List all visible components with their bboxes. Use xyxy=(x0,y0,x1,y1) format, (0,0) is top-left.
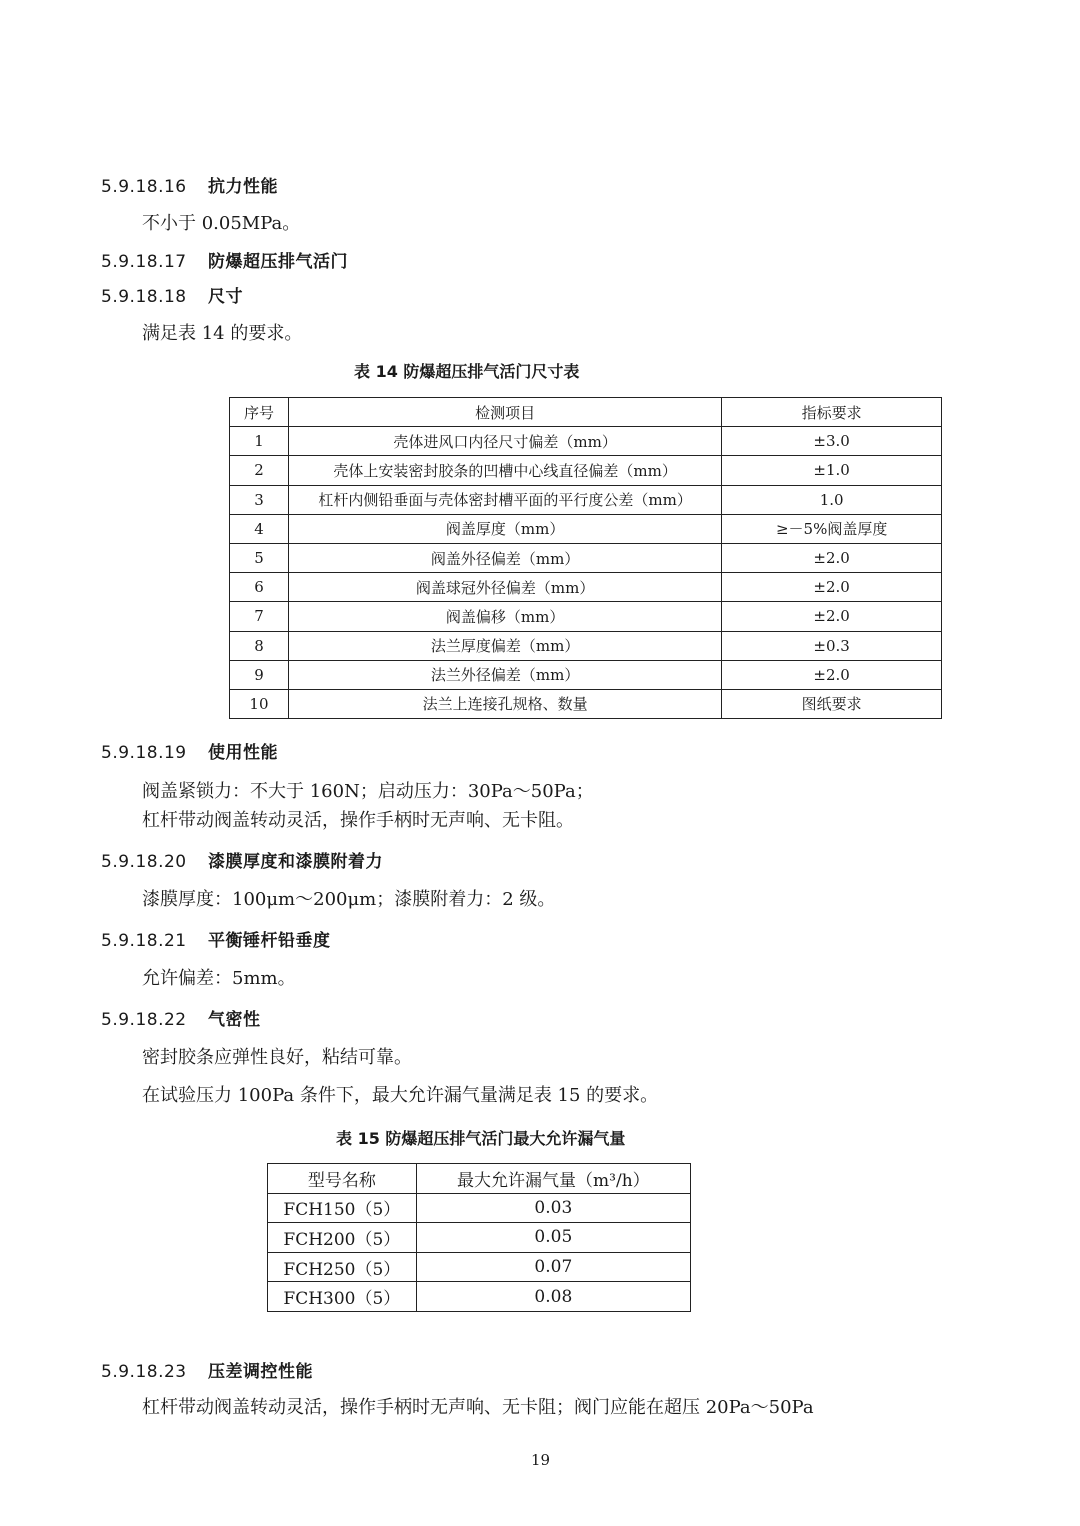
section-heading-22 xyxy=(101,1005,261,1030)
table-row xyxy=(230,689,942,718)
table-cell: 4 xyxy=(230,514,289,543)
section-title: 尺寸 xyxy=(208,287,243,307)
table-row xyxy=(268,1223,691,1253)
table-header-row xyxy=(268,1164,691,1194)
section-number: 5.9.18.19 xyxy=(101,743,187,763)
paragraph-21: 允许偏差：5mm。 xyxy=(142,968,296,989)
table-cell: FCH200（5） xyxy=(268,1223,417,1253)
table-cell: ±0.3 xyxy=(722,631,942,660)
header-cell: 最大允许漏气量（m³/h） xyxy=(416,1164,690,1194)
table-cell: 0.08 xyxy=(416,1282,690,1312)
page-number: 19 xyxy=(531,1451,551,1469)
table-cell: 2 xyxy=(230,456,289,485)
table-cell: ±2.0 xyxy=(722,602,942,631)
table-cell: 壳体上安装密封胶条的凹槽中心线直径偏差（mm） xyxy=(288,456,721,485)
table-cell: 9 xyxy=(230,660,289,689)
table-row xyxy=(230,514,942,543)
table-cell: 0.07 xyxy=(416,1252,690,1282)
table-cell: 1.0 xyxy=(722,485,942,514)
table-row xyxy=(230,485,942,514)
section-title: 抗力性能 xyxy=(208,177,278,197)
section-number: 5.9.18.18 xyxy=(101,287,187,307)
section-title: 使用性能 xyxy=(208,743,278,763)
section-number: 5.9.18.22 xyxy=(101,1010,187,1030)
paragraph-22b: 在试验压力 100Pa 条件下，最大允许漏气量满足表 15 的要求。 xyxy=(142,1085,659,1106)
table14-caption: 表 14 防爆超压排气活门尺寸表 xyxy=(354,362,580,381)
table-cell: 壳体进风口内径尺寸偏差（mm） xyxy=(288,427,721,456)
table-cell: 杠杆内侧铅垂面与壳体密封槽平面的平行度公差（mm） xyxy=(288,485,721,514)
table-cell: FCH150（5） xyxy=(268,1193,417,1223)
header-cell: 指标要求 xyxy=(722,398,942,427)
table-cell: 阀盖偏移（mm） xyxy=(288,602,721,631)
table-header-row xyxy=(230,398,942,427)
table-row xyxy=(230,427,942,456)
table-cell: ±2.0 xyxy=(722,543,942,572)
table-14 xyxy=(229,397,942,719)
section-title: 平衡锤杆铅垂度 xyxy=(208,931,331,951)
table-cell: ±3.0 xyxy=(722,427,942,456)
header-cell: 型号名称 xyxy=(268,1164,417,1194)
section-number: 5.9.18.21 xyxy=(101,931,187,951)
section-heading-21 xyxy=(101,926,331,951)
table-cell: 5 xyxy=(230,543,289,572)
table-row xyxy=(230,456,942,485)
table15-caption: 表 15 防爆超压排气活门最大允许漏气量 xyxy=(336,1129,626,1148)
paragraph-19a: 阀盖紧锁力：不大于 160N；启动压力：30Pa～50Pa； xyxy=(142,781,594,802)
section-number: 5.9.18.23 xyxy=(101,1362,187,1382)
table-row xyxy=(268,1282,691,1312)
table-cell: 7 xyxy=(230,602,289,631)
table-cell: 法兰外径偏差（mm） xyxy=(288,660,721,689)
table-row xyxy=(230,543,942,572)
section-heading-16 xyxy=(101,172,278,197)
section-title: 漆膜厚度和漆膜附着力 xyxy=(208,852,383,872)
table-cell: 0.05 xyxy=(416,1223,690,1253)
table-cell: FCH250（5） xyxy=(268,1252,417,1282)
section-heading-18 xyxy=(101,282,243,307)
paragraph-18: 满足表 14 的要求。 xyxy=(142,323,303,344)
table-row xyxy=(230,573,942,602)
table-cell: 法兰厚度偏差（mm） xyxy=(288,631,721,660)
section-heading-23 xyxy=(101,1357,313,1382)
table-cell: FCH300（5） xyxy=(268,1282,417,1312)
table-cell: 阀盖厚度（mm） xyxy=(288,514,721,543)
table-cell: 6 xyxy=(230,573,289,602)
table-row xyxy=(230,631,942,660)
table-cell: 阀盖外径偏差（mm） xyxy=(288,543,721,572)
section-heading-17 xyxy=(101,247,348,272)
paragraph-20: 漆膜厚度：100μm～200μm；漆膜附着力：2 级。 xyxy=(142,889,556,910)
table-cell: 法兰上连接孔规格、数量 xyxy=(288,689,721,718)
table-cell: 10 xyxy=(230,689,289,718)
section-number: 5.9.18.17 xyxy=(101,252,187,272)
table-15 xyxy=(267,1163,691,1312)
table-cell: ±2.0 xyxy=(722,573,942,602)
section-heading-20 xyxy=(101,847,383,872)
paragraph-19b: 杠杆带动阀盖转动灵活，操作手柄时无声响、无卡阻。 xyxy=(142,810,574,831)
table-cell: ±1.0 xyxy=(722,456,942,485)
header-cell: 检测项目 xyxy=(288,398,721,427)
section-title: 防爆超压排气活门 xyxy=(208,252,348,272)
table-row xyxy=(268,1193,691,1223)
table-row xyxy=(268,1252,691,1282)
section-number: 5.9.18.20 xyxy=(101,852,187,872)
table-cell: ≥－5%阀盖厚度 xyxy=(722,514,942,543)
table-cell: ±2.0 xyxy=(722,660,942,689)
paragraph-22a: 密封胶条应弹性良好，粘结可靠。 xyxy=(142,1047,412,1068)
table-cell: 3 xyxy=(230,485,289,514)
table-cell: 阀盖球冠外径偏差（mm） xyxy=(288,573,721,602)
section-title: 气密性 xyxy=(208,1010,261,1030)
table-cell: 0.03 xyxy=(416,1193,690,1223)
section-heading-19 xyxy=(101,738,278,763)
table-cell: 8 xyxy=(230,631,289,660)
paragraph-16: 不小于 0.05MPa。 xyxy=(142,213,301,234)
table-row xyxy=(230,602,942,631)
section-number: 5.9.18.16 xyxy=(101,177,187,197)
table-cell: 图纸要求 xyxy=(722,689,942,718)
header-cell: 序号 xyxy=(230,398,289,427)
section-title: 压差调控性能 xyxy=(208,1362,313,1382)
table-row xyxy=(230,660,942,689)
paragraph-23: 杠杆带动阀盖转动灵活，操作手柄时无声响、无卡阻；阀门应能在超压 20Pa～50Pa xyxy=(142,1397,814,1418)
table-cell: 1 xyxy=(230,427,289,456)
